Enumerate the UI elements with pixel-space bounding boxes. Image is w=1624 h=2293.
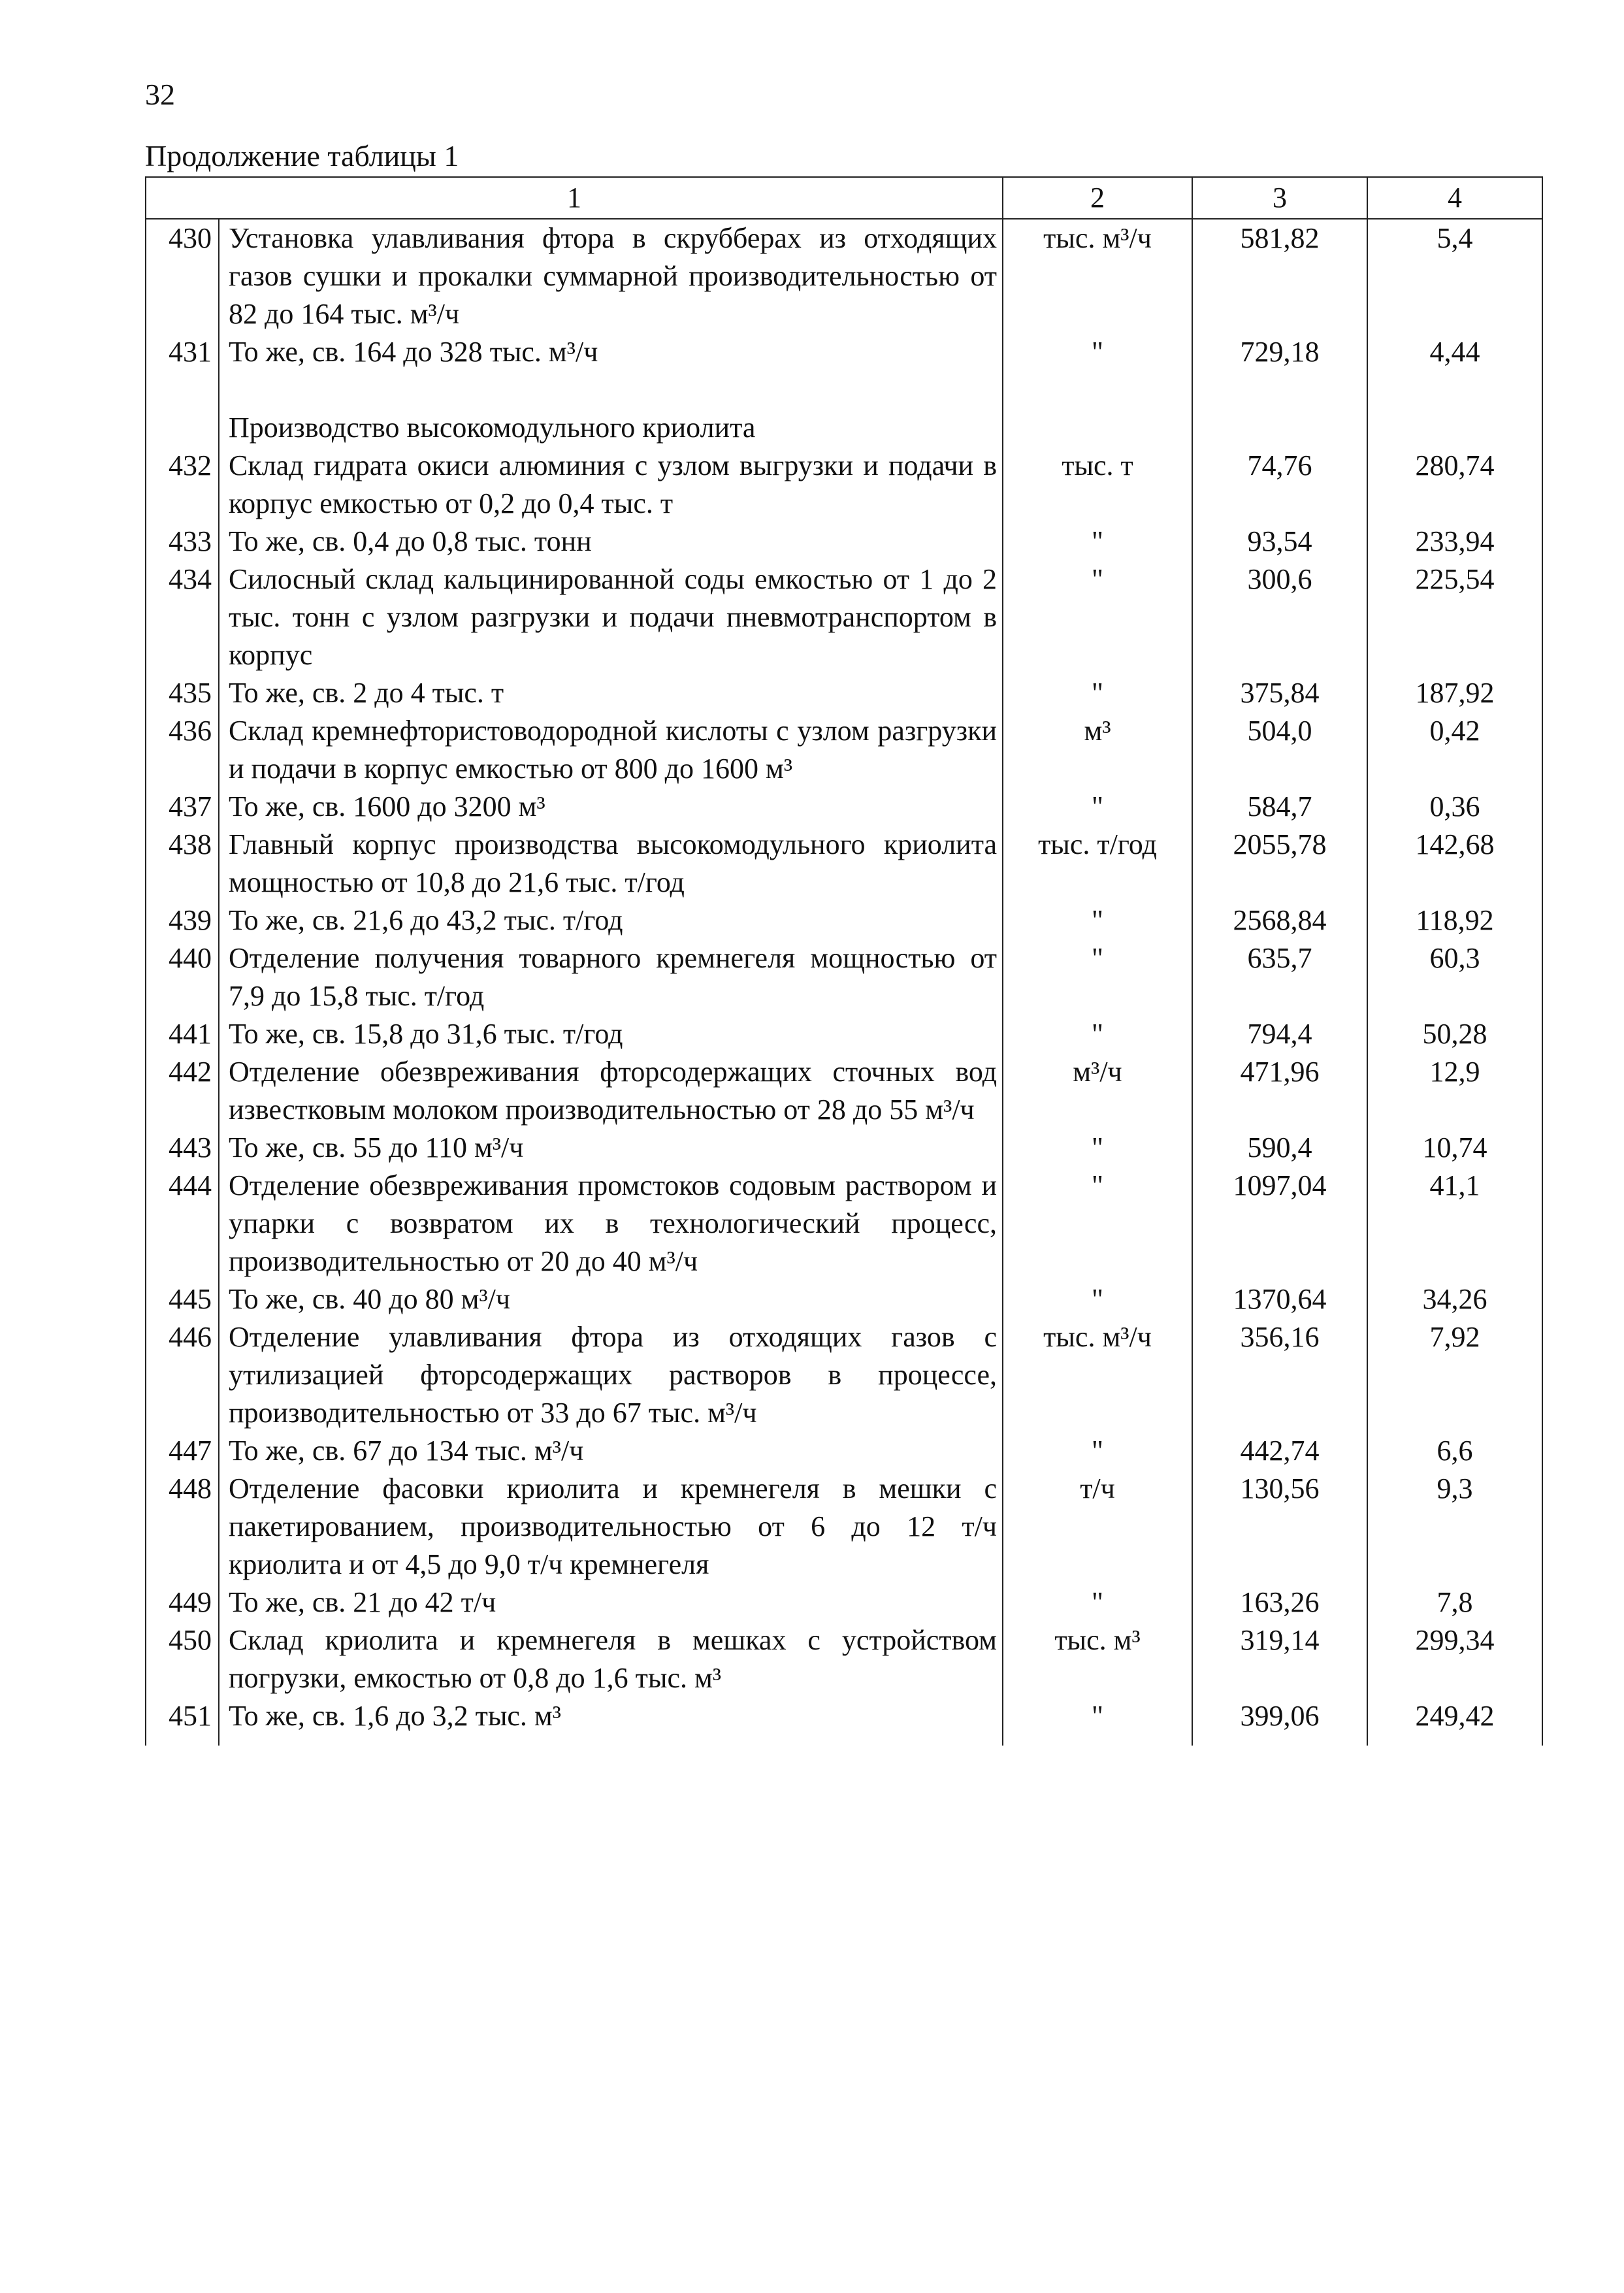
table-bottom-spacer <box>146 1735 1542 1746</box>
value-col-4: 249,42 <box>1367 1697 1542 1735</box>
item-name: То же, св. 55 до 110 м³/ч <box>219 1129 1003 1167</box>
value-col-3: 794,4 <box>1192 1015 1367 1053</box>
unit-cell: " <box>1003 1432 1192 1470</box>
header-col-3: 3 <box>1192 177 1367 219</box>
row-number: 448 <box>146 1470 219 1584</box>
value-col-4: 299,34 <box>1367 1621 1542 1697</box>
unit-cell: " <box>1003 1697 1192 1735</box>
unit-cell: м³/ч <box>1003 1053 1192 1129</box>
page-number: 32 <box>145 78 175 111</box>
spacer-cell <box>219 1735 1003 1746</box>
row-number: 442 <box>146 1053 219 1129</box>
unit-cell: " <box>1003 1167 1192 1280</box>
item-name: Главный корпус производства высокомодульного криолита мощностью от 10,8 до 21,6 тыс. т/год <box>219 826 1003 902</box>
row-number: 439 <box>146 902 219 939</box>
value-col-4: 50,28 <box>1367 1015 1542 1053</box>
table-row <box>146 1167 1542 1280</box>
table-row <box>146 1584 1542 1621</box>
unit-cell: " <box>1003 1129 1192 1167</box>
spacer-cell <box>1192 1735 1367 1746</box>
item-name: То же, св. 21,6 до 43,2 тыс. т/год <box>219 902 1003 939</box>
value-col-3: 163,26 <box>1192 1584 1367 1621</box>
empty-cell <box>1003 371 1192 447</box>
header-col-2: 2 <box>1003 177 1192 219</box>
value-col-3: 442,74 <box>1192 1432 1367 1470</box>
unit-cell: тыс. м³ <box>1003 1621 1192 1697</box>
table-row <box>146 523 1542 561</box>
item-name: То же, св. 21 до 42 т/ч <box>219 1584 1003 1621</box>
row-number: 450 <box>146 1621 219 1697</box>
unit-cell: " <box>1003 1015 1192 1053</box>
empty-cell <box>1367 371 1542 447</box>
unit-cell: тыс. т <box>1003 447 1192 523</box>
table-row <box>146 1053 1542 1129</box>
item-name: То же, св. 164 до 328 тыс. м³/ч <box>219 333 1003 371</box>
value-col-3: 504,0 <box>1192 712 1367 788</box>
row-number: 443 <box>146 1129 219 1167</box>
unit-cell: " <box>1003 788 1192 826</box>
table-row <box>146 333 1542 371</box>
item-name: Склад гидрата окиси алюминия с узлом выгрузки и подачи в корпус емкостью от 0,2 до 0,4 тыс. т <box>219 447 1003 523</box>
row-number: 433 <box>146 523 219 561</box>
header-row <box>146 177 1542 219</box>
item-name: То же, св. 15,8 до 31,6 тыс. т/год <box>219 1015 1003 1053</box>
value-col-4: 7,92 <box>1367 1318 1542 1432</box>
unit-cell: " <box>1003 561 1192 674</box>
table-caption: Продолжение таблицы 1 <box>145 139 459 172</box>
header-col-1: 1 <box>146 177 1003 219</box>
row-number: 435 <box>146 674 219 712</box>
value-col-3: 300,6 <box>1192 561 1367 674</box>
value-col-4: 41,1 <box>1367 1167 1542 1280</box>
item-name: Отделение получения товарного кремнегеля мощностью от 7,9 до 15,8 тыс. т/год <box>219 939 1003 1015</box>
value-col-4: 9,3 <box>1367 1470 1542 1584</box>
value-col-3: 74,76 <box>1192 447 1367 523</box>
spacer-cell <box>1367 1735 1542 1746</box>
value-col-3: 375,84 <box>1192 674 1367 712</box>
value-col-4: 225,54 <box>1367 561 1542 674</box>
item-name: Отделение улавливания фтора из отходящих газов с утилизацией фторсодержащих растворов в процессе, производительностью от 33 до 67 тыс. м³/ч <box>219 1318 1003 1432</box>
table-row <box>146 788 1542 826</box>
row-number <box>146 371 219 447</box>
value-col-4: 10,74 <box>1367 1129 1542 1167</box>
value-col-3: 471,96 <box>1192 1053 1367 1129</box>
item-name: То же, св. 2 до 4 тыс. т <box>219 674 1003 712</box>
section-row <box>146 371 1542 447</box>
row-number: 447 <box>146 1432 219 1470</box>
table-row <box>146 1432 1542 1470</box>
value-col-4: 4,44 <box>1367 333 1542 371</box>
table-row <box>146 447 1542 523</box>
value-col-4: 0,42 <box>1367 712 1542 788</box>
item-name: Отделение обезвреживания промстоков содовым раствором и упарки с возвратом их в технологический процесс, производительностью от 20 до 40 м³/ч <box>219 1167 1003 1280</box>
row-number: 430 <box>146 219 219 333</box>
value-col-3: 1097,04 <box>1192 1167 1367 1280</box>
section-title: Производство высокомодульного криолита <box>219 371 1003 447</box>
table-row <box>146 902 1542 939</box>
unit-cell: м³ <box>1003 712 1192 788</box>
row-number: 440 <box>146 939 219 1015</box>
unit-cell: " <box>1003 674 1192 712</box>
spacer-cell <box>1003 1735 1192 1746</box>
value-col-3: 2568,84 <box>1192 902 1367 939</box>
row-number: 446 <box>146 1318 219 1432</box>
row-number: 444 <box>146 1167 219 1280</box>
item-name: Отделение фасовки криолита и кремнегеля в мешки с пакетированием, производительностью от 6 до 12 т/ч криолита и от 4,5 до 9,0 т/ч кремнегеля <box>219 1470 1003 1584</box>
price-table <box>145 176 1543 1746</box>
unit-cell: тыс. м³/ч <box>1003 1318 1192 1432</box>
item-name: Силосный склад кальцинированной соды емкостью от 1 до 2 тыс. тонн с узлом разгрузки и подачи пневмотранспортом в корпус <box>219 561 1003 674</box>
value-col-4: 7,8 <box>1367 1584 1542 1621</box>
table-row <box>146 1697 1542 1735</box>
value-col-4: 12,9 <box>1367 1053 1542 1129</box>
value-col-4: 280,74 <box>1367 447 1542 523</box>
value-col-3: 130,56 <box>1192 1470 1367 1584</box>
unit-cell: тыс. т/год <box>1003 826 1192 902</box>
value-col-4: 6,6 <box>1367 1432 1542 1470</box>
unit-cell: " <box>1003 902 1192 939</box>
table-row <box>146 1129 1542 1167</box>
value-col-4: 118,92 <box>1367 902 1542 939</box>
item-name: То же, св. 67 до 134 тыс. м³/ч <box>219 1432 1003 1470</box>
unit-cell: " <box>1003 939 1192 1015</box>
value-col-4: 60,3 <box>1367 939 1542 1015</box>
item-name: Склад криолита и кремнегеля в мешках с устройством погрузки, емкостью от 0,8 до 1,6 тыс. м³ <box>219 1621 1003 1697</box>
table-row <box>146 939 1542 1015</box>
row-number: 431 <box>146 333 219 371</box>
value-col-3: 729,18 <box>1192 333 1367 371</box>
table-row <box>146 1280 1542 1318</box>
item-name: То же, св. 1,6 до 3,2 тыс. м³ <box>219 1697 1003 1735</box>
value-col-3: 581,82 <box>1192 219 1367 333</box>
table-row <box>146 219 1542 333</box>
row-number: 434 <box>146 561 219 674</box>
table-row <box>146 712 1542 788</box>
item-name: То же, св. 0,4 до 0,8 тыс. тонн <box>219 523 1003 561</box>
table-row <box>146 1318 1542 1432</box>
table-row <box>146 1621 1542 1697</box>
unit-cell: " <box>1003 1584 1192 1621</box>
value-col-4: 233,94 <box>1367 523 1542 561</box>
row-number: 436 <box>146 712 219 788</box>
unit-cell: " <box>1003 333 1192 371</box>
value-col-3: 399,06 <box>1192 1697 1367 1735</box>
value-col-3: 584,7 <box>1192 788 1367 826</box>
table-row <box>146 1470 1542 1584</box>
value-col-3: 2055,78 <box>1192 826 1367 902</box>
item-name: То же, св. 1600 до 3200 м³ <box>219 788 1003 826</box>
table-row <box>146 561 1542 674</box>
item-name: Установка улавливания фтора в скрубберах из отходящих газов сушки и прокалки суммарной производительностью от 82 до 164 тыс. м³/ч <box>219 219 1003 333</box>
unit-cell: " <box>1003 1280 1192 1318</box>
row-number: 437 <box>146 788 219 826</box>
value-col-4: 34,26 <box>1367 1280 1542 1318</box>
item-name: Отделение обезвреживания фторсодержащих сточных вод известковым молоком производительностью от 28 до 55 м³/ч <box>219 1053 1003 1129</box>
row-number: 438 <box>146 826 219 902</box>
row-number: 451 <box>146 1697 219 1735</box>
table-row <box>146 826 1542 902</box>
table-body <box>146 219 1542 1746</box>
row-number: 445 <box>146 1280 219 1318</box>
value-col-3: 319,14 <box>1192 1621 1367 1697</box>
value-col-3: 1370,64 <box>1192 1280 1367 1318</box>
item-name: Склад кремнефтористоводородной кислоты с узлом разгрузки и подачи в корпус емкостью от 800 до 1600 м³ <box>219 712 1003 788</box>
value-col-3: 356,16 <box>1192 1318 1367 1432</box>
spacer-cell <box>146 1735 219 1746</box>
table-header <box>146 177 1542 219</box>
empty-cell <box>1192 371 1367 447</box>
value-col-4: 5,4 <box>1367 219 1542 333</box>
table-row <box>146 674 1542 712</box>
value-col-3: 93,54 <box>1192 523 1367 561</box>
unit-cell: " <box>1003 523 1192 561</box>
header-col-4: 4 <box>1367 177 1542 219</box>
unit-cell: тыс. м³/ч <box>1003 219 1192 333</box>
value-col-4: 0,36 <box>1367 788 1542 826</box>
value-col-3: 590,4 <box>1192 1129 1367 1167</box>
item-name: То же, св. 40 до 80 м³/ч <box>219 1280 1003 1318</box>
value-col-4: 142,68 <box>1367 826 1542 902</box>
row-number: 449 <box>146 1584 219 1621</box>
unit-cell: т/ч <box>1003 1470 1192 1584</box>
row-number: 441 <box>146 1015 219 1053</box>
value-col-3: 635,7 <box>1192 939 1367 1015</box>
table-row <box>146 1015 1542 1053</box>
value-col-4: 187,92 <box>1367 674 1542 712</box>
row-number: 432 <box>146 447 219 523</box>
